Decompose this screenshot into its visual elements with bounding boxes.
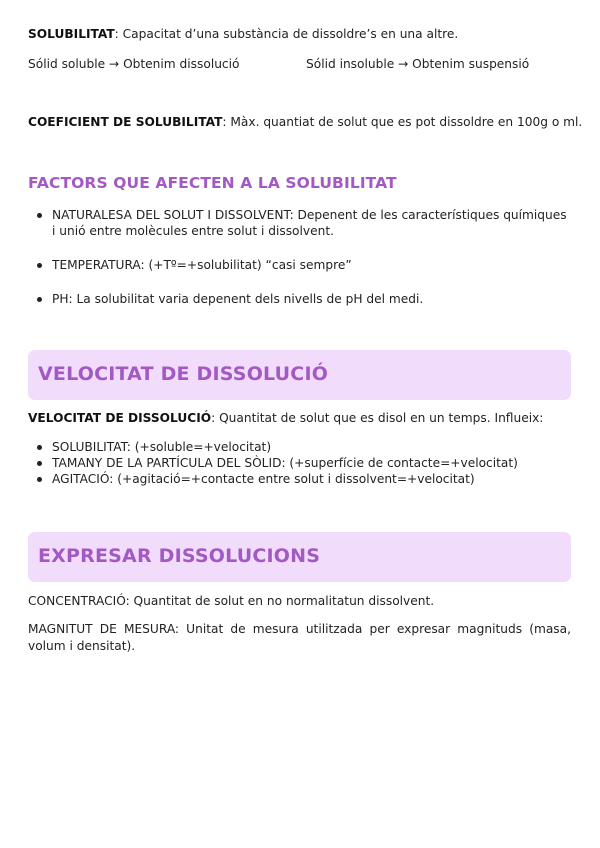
magnitut-definition: MAGNITUT DE MESURA: Unitat de mesura utilitzada per expresar magnituds (masa, volum i densitat). xyxy=(28,622,571,653)
velocitat-list xyxy=(28,439,572,487)
velocitat-definition xyxy=(28,410,543,426)
factors-item-ph: PH: La solubilitat varia depenent dels nivells de pH del medi. xyxy=(28,291,572,307)
velocitat-banner-title: VELOCITAT DE DISSOLUCIÓ xyxy=(38,363,329,385)
velocitat-term: VELOCITAT DE DISSOLUCIÓ xyxy=(28,411,212,425)
solubilitat-def: : Capacitat d’una substància de dissoldre’s en una altre. xyxy=(114,27,459,41)
concentracio-definition: CONCENTRACIÓ: Quantitat de solut en no normalitatun dissolvent. xyxy=(28,594,435,608)
solubilitat-definition xyxy=(28,26,458,42)
factors-list xyxy=(28,207,572,307)
velocitat-item-solubilitat: SOLUBILITAT: (+soluble=+velocitat) xyxy=(28,439,572,455)
factors-item-temperatura: TEMPERATURA: (+Tº=+solubilitat) “casi sempre” xyxy=(28,257,572,273)
expresar-banner xyxy=(28,532,571,582)
velocitat-def: : Quantitat de solut que es disol en un temps. Influeix: xyxy=(211,411,544,425)
coeficient-term: COEFICIENT DE SOLUBILITAT xyxy=(28,115,223,129)
insoluble-solid-note: Sólid insoluble → Obtenim suspensió xyxy=(306,57,530,71)
expresar-banner-title: EXPRESAR DISSOLUCIONS xyxy=(38,545,321,567)
factors-item-naturalesa: NATURALESA DEL SOLUT I DISSOLVENT: Depenent de les característiques químiques i unió entre molècules entre solut i dissolvent. xyxy=(28,207,572,239)
coeficient-def: : Màx. quantiat de solut que es pot dissoldre en 100g o ml. xyxy=(222,115,583,129)
soluble-solid-note: Sólid soluble → Obtenim dissolució xyxy=(28,57,240,71)
factors-heading: FACTORS QUE AFECTEN A LA SOLUBILITAT xyxy=(28,174,397,192)
coeficient-definition xyxy=(28,114,582,130)
velocitat-banner xyxy=(28,350,571,400)
velocitat-item-tamany: TAMANY DE LA PARTÍCULA DEL SÒLID: (+superfície de contacte=+velocitat) xyxy=(28,455,572,471)
velocitat-item-agitacio: AGITACIÓ: (+agitació=+contacte entre solut i dissolvent=+velocitat) xyxy=(28,471,572,487)
solubilitat-term: SOLUBILITAT xyxy=(28,27,115,41)
